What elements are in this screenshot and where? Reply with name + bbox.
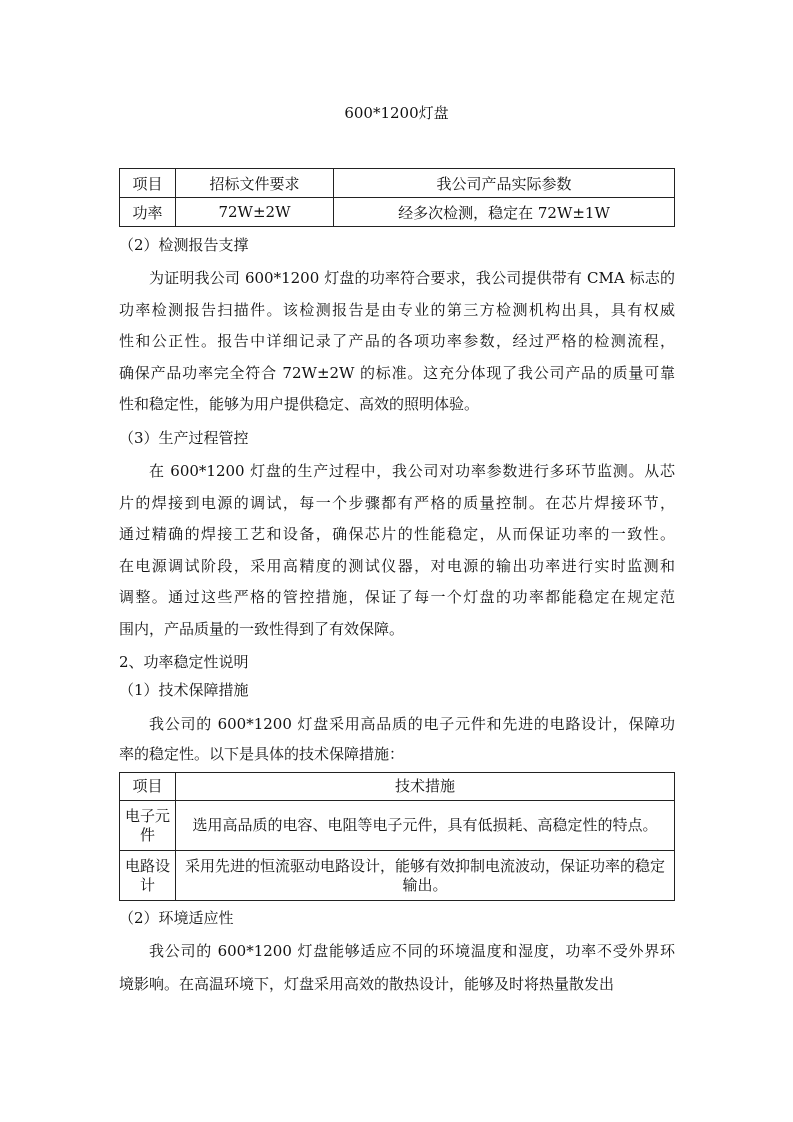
paragraph-line: 性和稳定性，能够为用户提供稳定、高效的照明体验。: [119, 395, 480, 413]
paragraph-line: 确保产品功率完全符合 72W±2W 的标准。这充分体现了我公司产品的质量可靠: [119, 363, 675, 382]
paragraph-technical-measures: [119, 709, 675, 769]
paragraph-line: 我公司的 600*1200 灯盘采用高品质的电子元件和先进的电路设计，保障功: [149, 715, 675, 733]
paragraph-environment: [119, 935, 675, 1001]
paragraph-production-control: [119, 456, 675, 645]
table-header-row: [120, 169, 675, 198]
chapter-heading-power-stability: 2、功率稳定性说明: [119, 653, 249, 671]
header-item: 项目: [120, 169, 176, 198]
cell-item: 电路设计: [120, 851, 176, 901]
paragraph-line: 通过精确的焊接工艺和设备，确保芯片的性能稳定，从而保证功率的一致性。: [119, 525, 675, 543]
paragraph-test-report: [119, 263, 675, 421]
paragraph-line: 围内，产品质量的一致性得到了有效保障。: [119, 619, 405, 638]
document-title: 600*1200灯盘: [344, 104, 449, 122]
cell-item: 功率: [120, 198, 176, 227]
header-measures: 技术措施: [176, 773, 675, 801]
power-spec-table: [119, 168, 675, 227]
paragraph-line: 率的稳定性。以下是具体的技术保障措施：: [119, 745, 405, 763]
paragraph-line: 在电源调试阶段，采用高精度的测试仪器，对电源的输出功率进行实时监测和: [119, 556, 675, 575]
paragraph-line: 片的焊接到电源的调试，每一个步骤都有严格的质量控制。在芯片焊接环节，: [119, 493, 675, 512]
table-row: [120, 801, 675, 851]
cell-actual: 经多次检测，稳定在 72W±1W: [334, 198, 675, 227]
header-item: 项目: [120, 773, 176, 801]
technical-measures-table: [119, 772, 675, 901]
paragraph-line: 我公司的 600*1200 灯盘能够适应不同的环境温度和湿度，功率不受外界环: [149, 942, 675, 960]
cell-measure: 采用先进的恒流驱动电路设计，能够有效抑制电流波动，保证功率的稳定输出。: [176, 851, 675, 901]
section-heading-technical-measures: （1）技术保障措施: [119, 681, 249, 699]
cell-requirement: 72W±2W: [176, 198, 334, 227]
section-heading-test-report: （2）检测报告支撑: [119, 236, 249, 254]
table-row: [120, 198, 675, 227]
header-tender-requirement: 招标文件要求: [176, 169, 334, 198]
cell-measure: 选用高品质的电容、电阻等电子元件，具有低损耗、高稳定性的特点。: [176, 801, 675, 851]
table-row: [120, 851, 675, 901]
paragraph-line: 境影响。在高温环境下，灯盘采用高效的散热设计，能够及时将热量散发出: [119, 975, 615, 993]
section-heading-environment: （2）环境适应性: [119, 909, 234, 927]
paragraph-line: 调整。通过这些严格的管控措施，保证了每一个灯盘的功率都能稳定在规定范: [119, 588, 675, 606]
paragraph-line: 功率检测报告扫描件。该检测报告是由专业的第三方检测机构出具，具有权威: [119, 300, 675, 319]
cell-item: 电子元件: [120, 801, 176, 851]
paragraph-line: 在 600*1200 灯盘的生产过程中，我公司对功率参数进行多环节监测。从芯: [149, 462, 675, 480]
paragraph-line: 为证明我公司 600*1200 灯盘的功率符合要求，我公司提供带有 CMA 标志的: [149, 269, 675, 287]
table-header-row: [120, 773, 675, 801]
paragraph-line: 性和公正性。报告中详细记录了产品的各项功率参数，经过严格的检测流程，: [119, 332, 675, 350]
header-actual-parameter: 我公司产品实际参数: [334, 169, 675, 198]
section-heading-production-control: （3）生产过程管控: [119, 429, 249, 447]
